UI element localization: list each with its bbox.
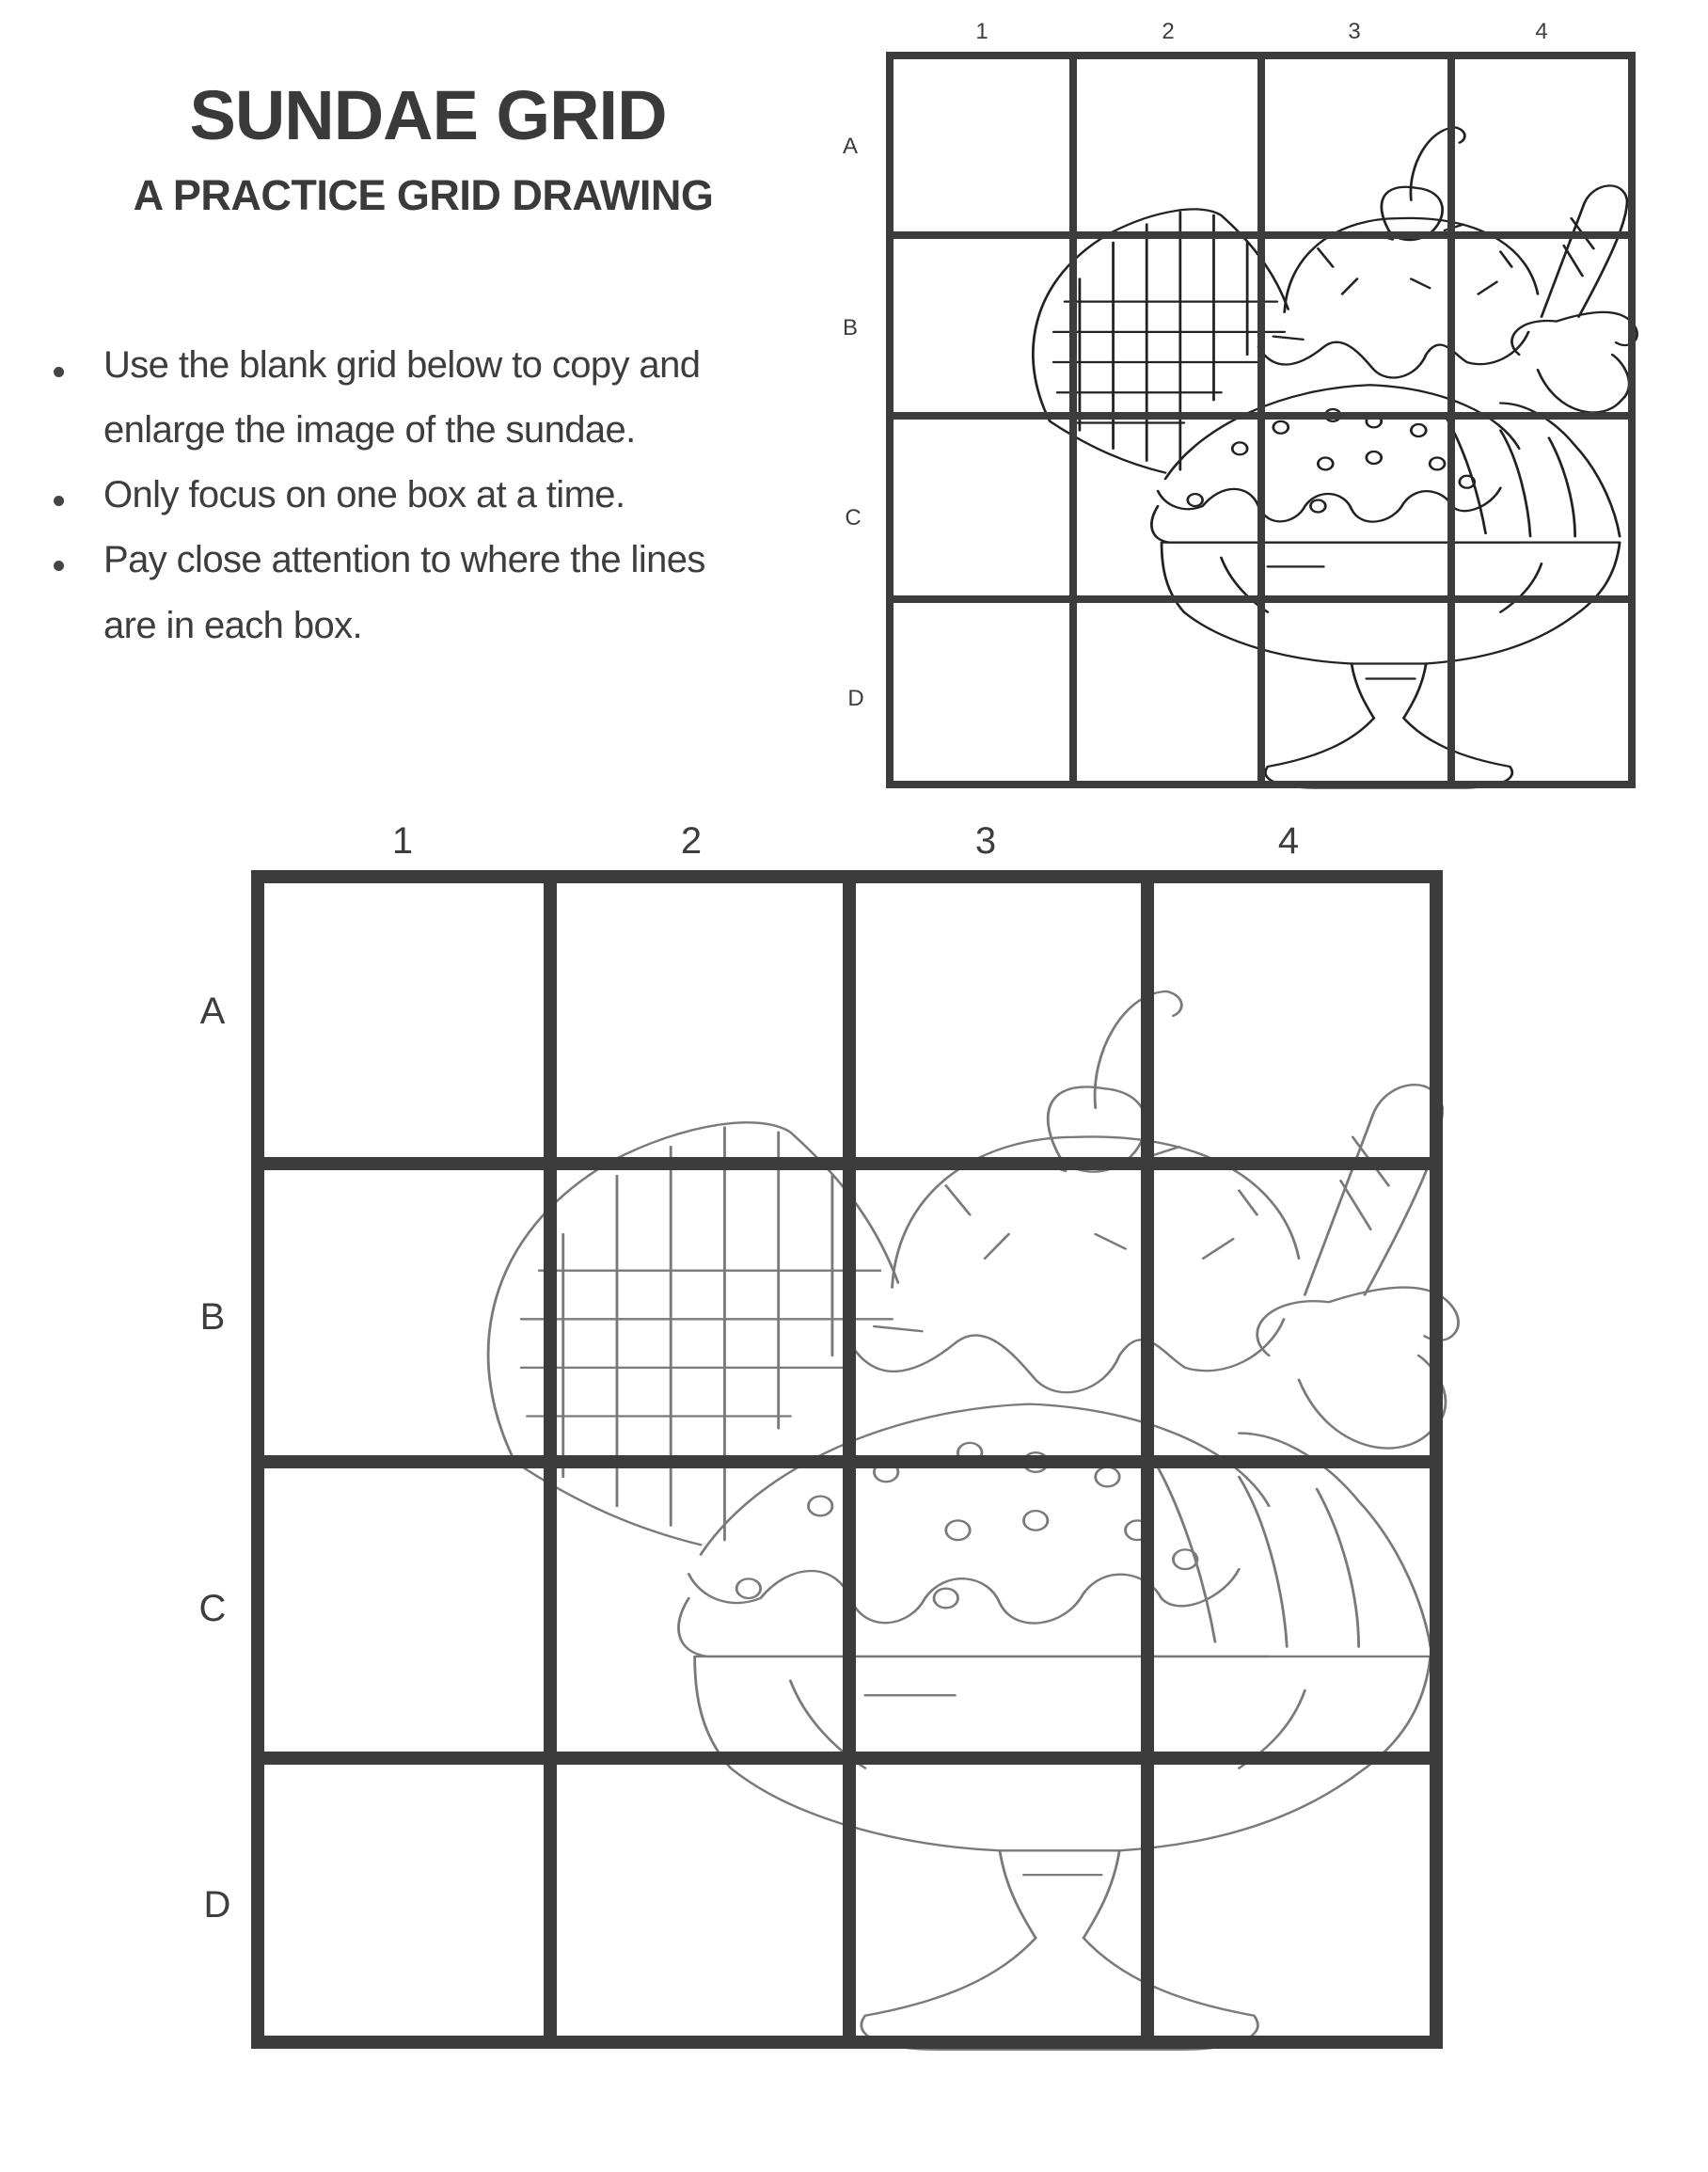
reference-row-label: B: [842, 315, 859, 341]
instruction-line: Only focus on one box at a time.: [103, 474, 625, 515]
reference-row-label: D: [847, 686, 864, 711]
drawing-col-label: 4: [1277, 820, 1300, 862]
instruction-line: Pay close attention to where the lines: [103, 539, 705, 580]
reference-col-label: 1: [975, 19, 988, 44]
drawing-col-label: 1: [391, 820, 414, 862]
sundae-pencil-copy: [488, 991, 1458, 2050]
reference-col-label: 4: [1535, 19, 1548, 44]
drawing-row-label: C: [198, 1588, 227, 1629]
drawing-grid-lines: [258, 877, 1436, 2042]
drawing-col-label: 2: [680, 820, 703, 862]
instruction-line: are in each box.: [103, 605, 363, 646]
instruction-line: Use the blank grid below to copy and: [103, 344, 701, 386]
instruction-line: enlarge the image of the sundae.: [103, 409, 636, 451]
reference-col-label: 2: [1162, 19, 1175, 44]
reference-row-label: A: [842, 134, 859, 159]
drawing-col-label: 3: [974, 820, 997, 862]
reference-row-label: C: [845, 505, 862, 531]
drawing-row-label: A: [199, 991, 226, 1032]
reference-col-label: 3: [1348, 19, 1361, 44]
drawing-row-label: B: [199, 1296, 226, 1338]
page-title: SUNDAE GRID: [189, 76, 667, 154]
drawing-row-label: D: [203, 1884, 231, 1926]
page-subtitle: A PRACTICE GRID DRAWING: [133, 171, 714, 219]
